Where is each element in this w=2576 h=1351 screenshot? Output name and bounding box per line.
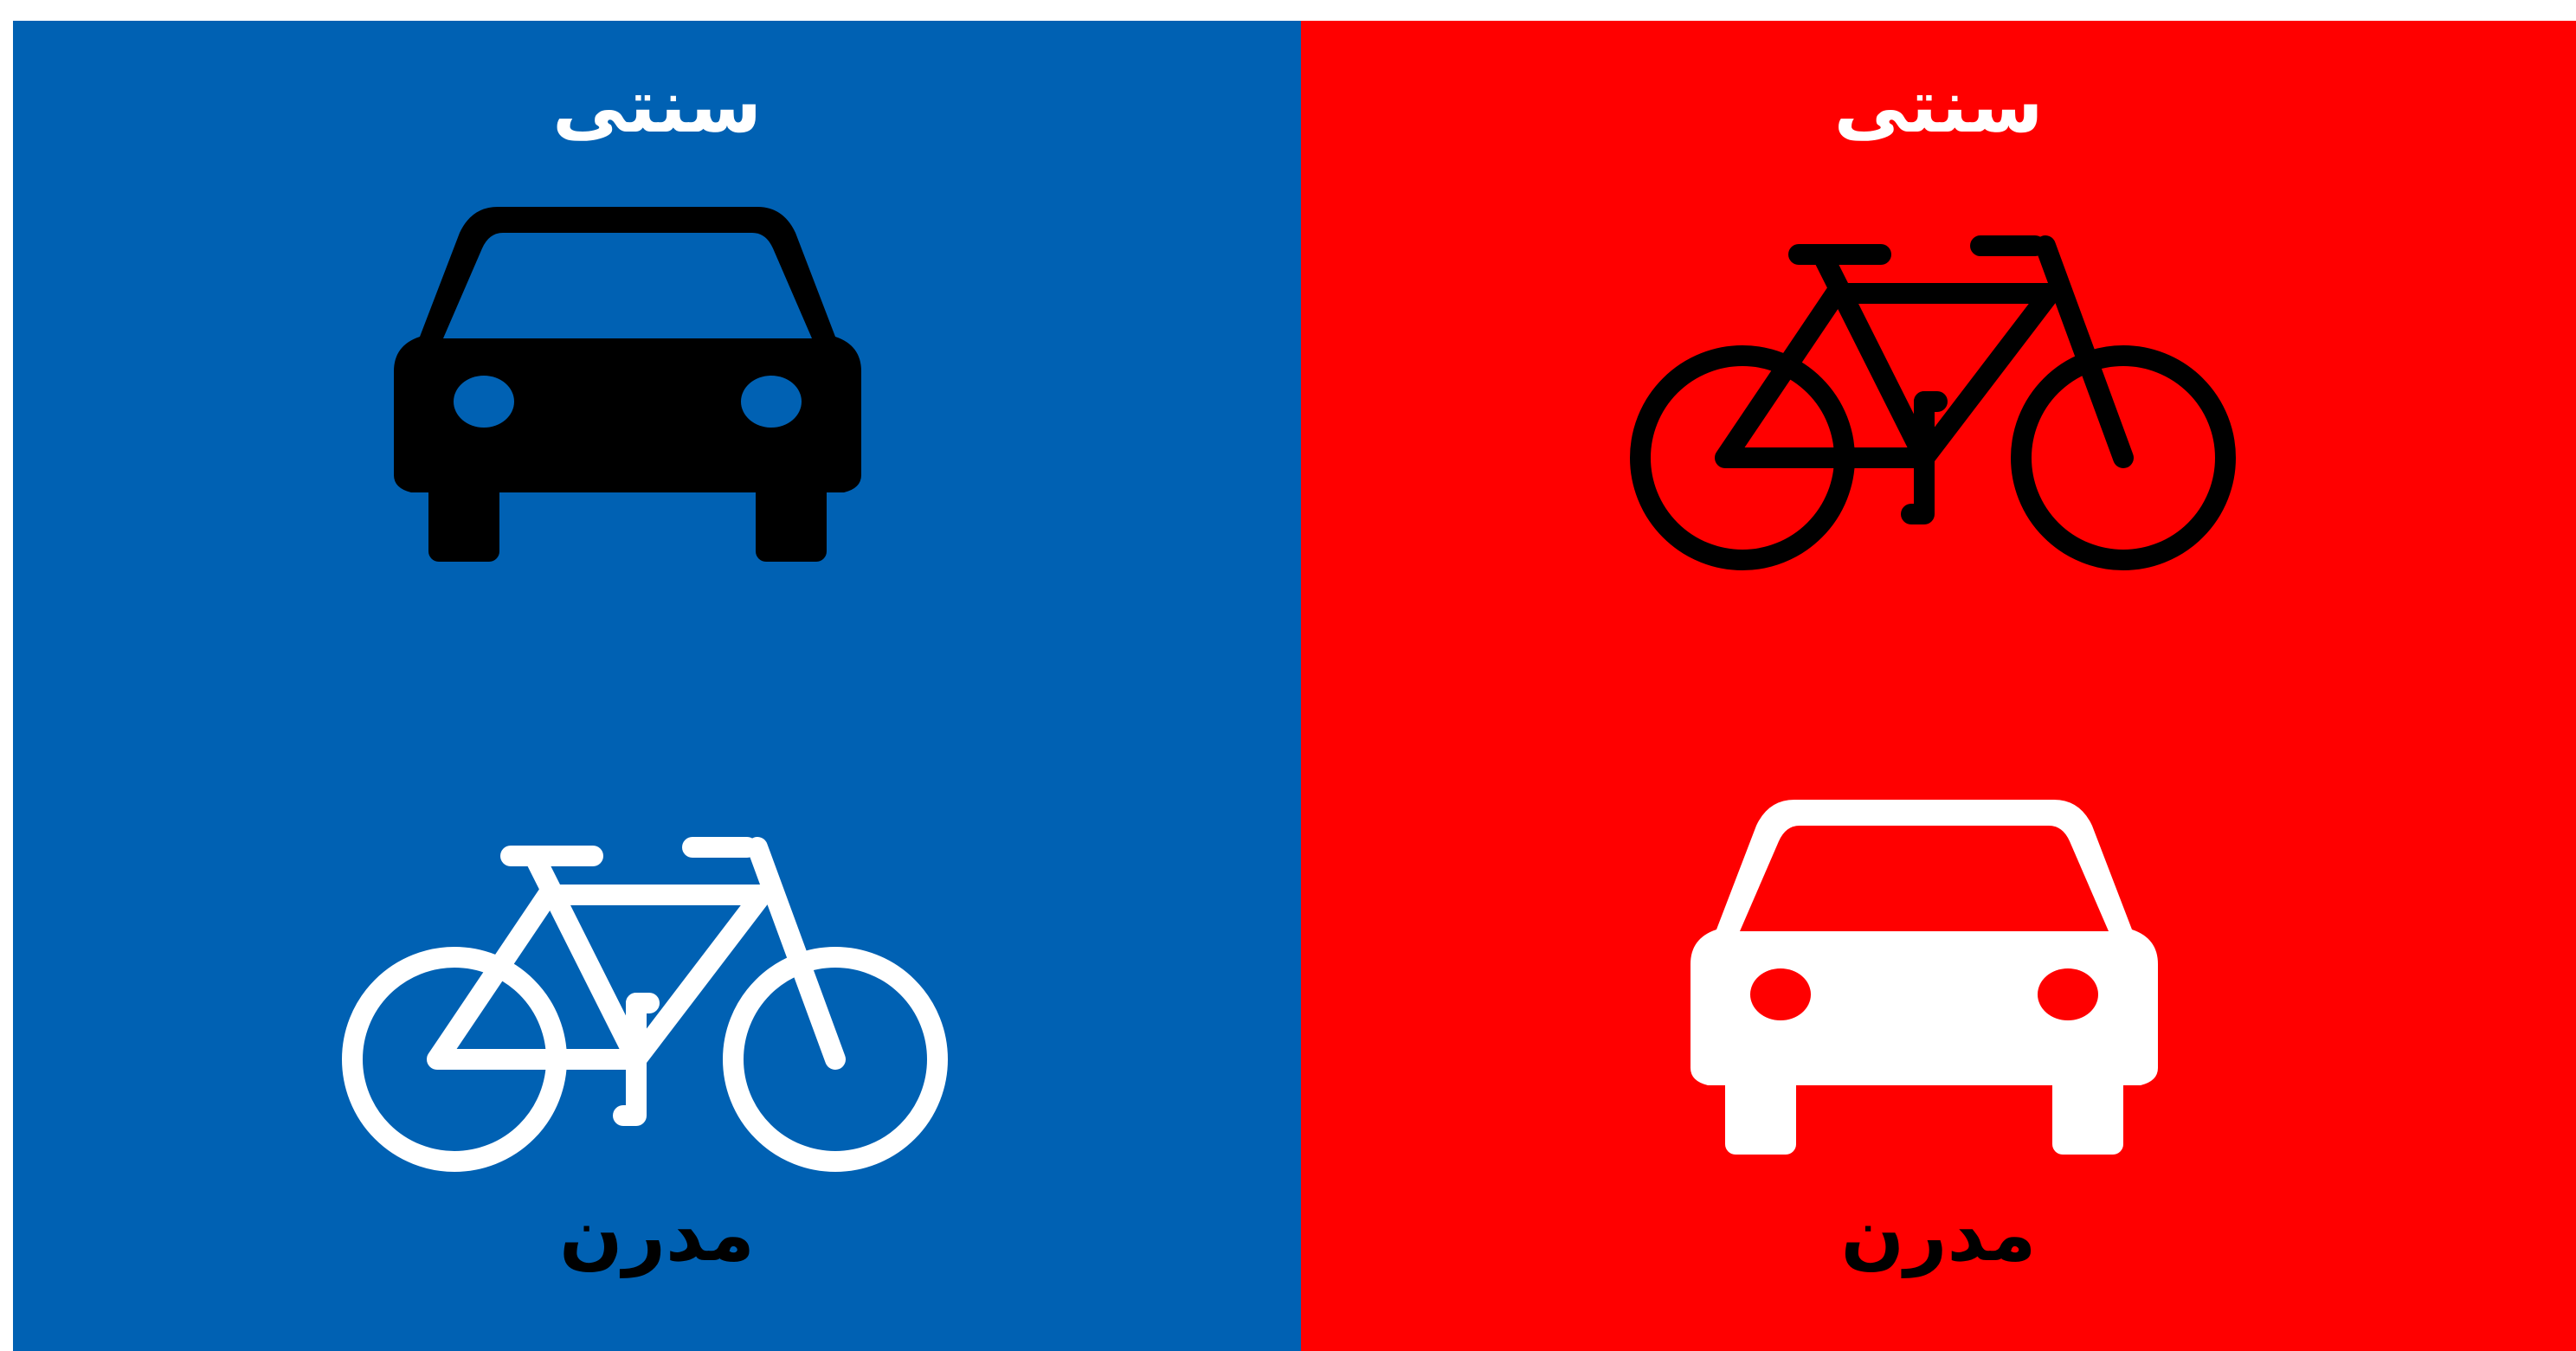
bicycle-icon — [333, 830, 956, 1193]
top-label-traditional: سنتی — [1833, 63, 2044, 150]
bicycle-icon — [1621, 228, 2244, 592]
red-panel — [1301, 21, 2576, 1351]
top-label-traditional: سنتی — [552, 63, 762, 150]
blue-panel — [13, 21, 1301, 1351]
bottom-label-modern: مدرن — [559, 1192, 755, 1278]
car-icon — [394, 207, 861, 562]
bottom-label-modern: مدرن — [1840, 1192, 2037, 1278]
car-icon — [1690, 800, 2158, 1155]
